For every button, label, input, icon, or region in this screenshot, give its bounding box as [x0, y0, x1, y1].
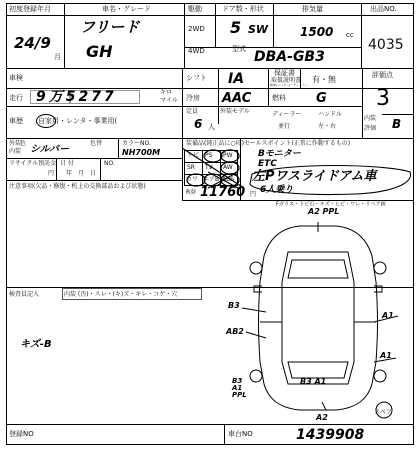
r-ticket-label: R券 — [186, 189, 197, 196]
inspector-label: 検査員記入 — [9, 291, 40, 298]
first-reg-value: 24/9 — [14, 34, 51, 52]
capacity-label: 定員 — [186, 108, 199, 115]
interior-label: 内装 — [364, 115, 377, 122]
ext-model-label: 外装モデル — [220, 108, 250, 115]
doors-value: 5 — [230, 18, 242, 37]
inspection-label: 車検 — [9, 74, 23, 82]
handle-label: ハンドル — [318, 111, 343, 118]
r-ticket-value: 11760 — [200, 185, 246, 200]
diagram-label: AB2 — [226, 327, 244, 336]
equipment-item: エアB — [203, 176, 220, 183]
sales-line: 左Pワスライドアム車 — [252, 169, 377, 184]
color-ext-value: シルバー — [30, 144, 70, 155]
door-shape-label: ドア数・形状 — [222, 5, 264, 13]
score-value: 3 — [376, 86, 390, 111]
color-no-value: NH700M — [122, 148, 161, 157]
inspector-remark: キズ-B — [20, 339, 52, 350]
color-change-label: 色替 — [90, 140, 103, 147]
equipment-item: カワ — [186, 176, 199, 183]
model-code-value: DBA-GB3 — [254, 49, 325, 65]
history-selected-circle — [36, 114, 56, 128]
cc-label: cc — [346, 31, 354, 39]
capacity-value: 6 — [194, 117, 203, 131]
ac-label: 冷房 — [186, 94, 200, 102]
model-code-label: 型式 — [232, 45, 246, 53]
recycle-month: 月 — [78, 170, 85, 177]
shift-label: シフト — [186, 74, 207, 82]
equipment-item: SR — [187, 164, 195, 171]
warranty-label: 保証書 — [274, 69, 295, 77]
drive-2wd: 2WD — [188, 25, 205, 33]
interior-value: B — [392, 117, 402, 131]
model-value: フリード — [80, 18, 140, 36]
displacement-label: 排気量 — [302, 5, 323, 13]
month-suffix: 月 — [54, 53, 61, 61]
recycle-year: 年 — [66, 170, 73, 177]
diagram-label: A1 — [382, 311, 394, 320]
history-options: 自家用・レンタ・事業用( — [38, 117, 118, 125]
color-no-label: カラーNO. — [122, 140, 151, 147]
equipment-item: ABS — [222, 176, 234, 183]
recycle-label: リサイクル預託金 — [9, 160, 57, 167]
inspector-interior-line: 内装 (汚)・スレ・(キ)ズ・キレ・コゲ・穴 — [64, 291, 178, 298]
chassis-no-value: 1439908 — [296, 427, 365, 443]
r-ticket-unit: 円 — [250, 191, 257, 198]
equipment-item: TV — [205, 164, 213, 171]
shift-value: IA — [228, 71, 245, 87]
first-reg-label: 初度登録年月 — [9, 5, 51, 13]
mile-label: マイル — [160, 97, 178, 104]
color-label: 色 — [20, 140, 27, 147]
equipment-item: AW — [223, 164, 233, 171]
warranty-value: 有・無 — [312, 75, 336, 84]
equipment-item: PS — [205, 152, 213, 159]
equipment-item: ナビ — [187, 152, 200, 159]
recycle-no-label: NO. — [104, 160, 115, 167]
mileage-label: 走行 — [9, 94, 23, 102]
diagram-label: B3 A1 — [300, 377, 327, 386]
chassis-no-label: 車台NO — [228, 430, 253, 438]
color-int-label: 内装 — [9, 148, 22, 155]
history-label: 車歴 — [9, 117, 23, 125]
handle-value: 左・右 — [318, 123, 337, 130]
sales-line: Bモニター — [258, 149, 301, 159]
warranty-sub2: 新車(メーカー)・ディーラー — [270, 83, 309, 87]
lot-label: 出品NO. — [370, 5, 397, 13]
notes-label: 注意事項(欠品・修復・机上の交換部品および状態) — [9, 183, 146, 190]
score-label: 評価点 — [372, 71, 393, 79]
extras-line: Fガラス・ドビ石・キズ・ヒビ・ワレ・リペア跡 — [276, 201, 386, 208]
diagram-label: スペア — [374, 409, 393, 416]
recycle-date-label: 日 付 — [60, 160, 74, 167]
sales-line: ETC — [258, 159, 277, 169]
ac-value: AAC — [222, 91, 252, 106]
reg-no-label: 登録NO — [9, 430, 34, 438]
shape-value: SW — [248, 23, 269, 36]
dealer-label: ディーラー — [272, 111, 302, 118]
color-ext-label: 外装 — [9, 140, 22, 147]
drive-label: 駆動 — [188, 5, 202, 13]
fuel-value: G — [316, 91, 327, 106]
displacement-value: 1500 — [300, 25, 334, 39]
km-label: キロ — [160, 89, 173, 96]
diagram-label: A2 PPL — [308, 207, 340, 216]
equipment-item: PW — [223, 152, 233, 159]
warranty-sub: 取扱説明書 — [271, 77, 302, 84]
recycle-day: 日 — [90, 170, 97, 177]
sales-label: セールスポイント(正常に作動するもの) — [244, 140, 351, 147]
mileage-value: 9万5277 — [36, 89, 117, 105]
sales-line: 6人乗り — [260, 185, 294, 195]
equipment-label: 装備品(純正品に○印) — [186, 140, 244, 147]
diagram-label: A1 — [380, 351, 392, 360]
fuel-label: 燃料 — [272, 94, 286, 102]
lot-value: 4035 — [368, 37, 404, 53]
recycle-yen: 円 — [48, 170, 55, 177]
drive-4wd: 4WD — [188, 47, 205, 55]
interior-sub: 評価 — [364, 125, 377, 132]
diagram-label: B3 A1 PPL — [232, 377, 247, 399]
dealer-value: 並行 — [278, 123, 291, 130]
diagram-label: A2 — [316, 413, 328, 422]
equipment-markings — [180, 146, 246, 190]
sales-highlight-loop — [246, 159, 416, 198]
grade-value: GH — [86, 42, 113, 61]
capacity-unit: 人 — [208, 123, 215, 131]
diagram-label: B3 — [228, 301, 240, 310]
model-grade-label: 車名・グレード — [102, 5, 151, 13]
